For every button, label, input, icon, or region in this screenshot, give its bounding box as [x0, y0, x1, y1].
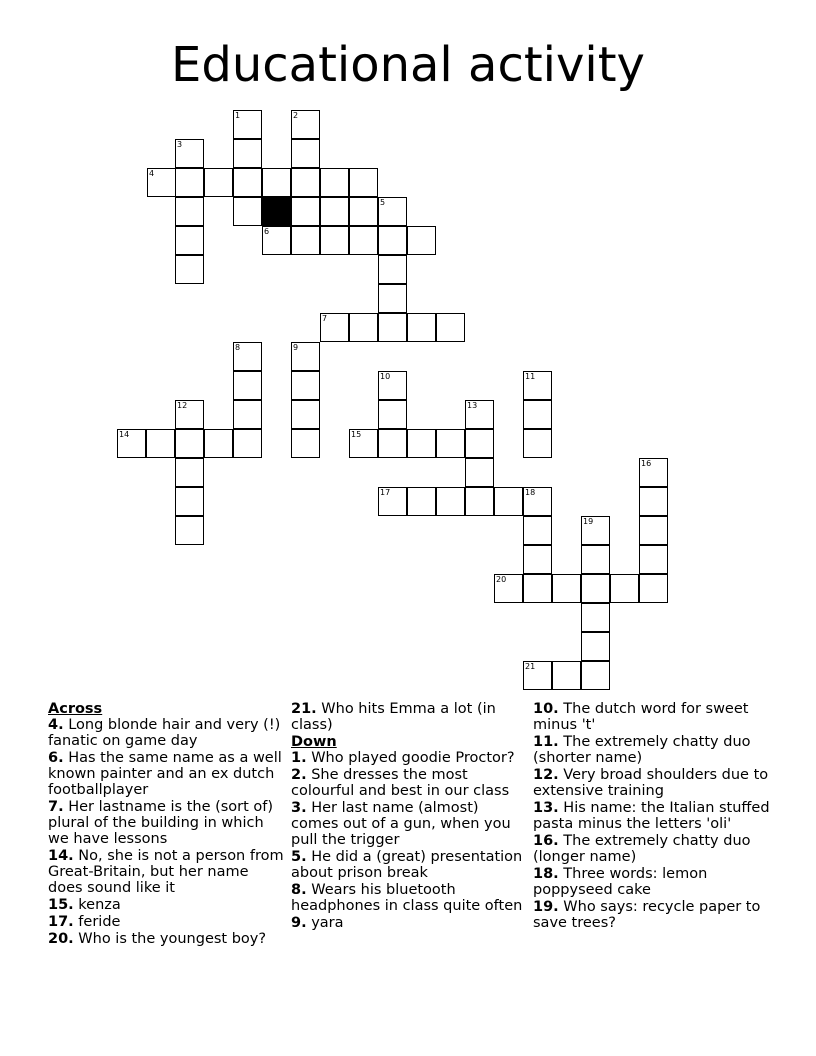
grid-cell[interactable]: [175, 226, 204, 255]
grid-cell[interactable]: [523, 487, 552, 516]
grid-cell[interactable]: [581, 574, 610, 603]
clue-num: 8.: [291, 882, 307, 898]
grid-cell[interactable]: [581, 603, 610, 632]
clue-text: Who hits Emma a lot (in class): [291, 701, 496, 733]
clue-num: 9.: [291, 915, 307, 931]
grid-cell[interactable]: [552, 661, 581, 690]
grid-cell[interactable]: [233, 139, 262, 168]
grid-cell[interactable]: [146, 429, 175, 458]
clue-text: The extremely chatty duo (longer name): [533, 833, 751, 865]
grid-cell[interactable]: [291, 429, 320, 458]
clue-across: [48, 914, 284, 930]
grid-cell[interactable]: [175, 139, 204, 168]
clue-number: 21: [525, 662, 536, 671]
grid-cell[interactable]: [552, 574, 581, 603]
clue-text: kenza: [78, 897, 121, 913]
grid-cell[interactable]: [465, 487, 494, 516]
clue-down: [291, 750, 527, 766]
grid-cell[interactable]: [407, 429, 436, 458]
grid-cell[interactable]: [465, 429, 494, 458]
clue-number: 11: [525, 372, 536, 381]
grid-cell[interactable]: [291, 400, 320, 429]
clue-num: 16.: [533, 833, 559, 849]
clue-text: Who is the youngest boy?: [78, 931, 267, 947]
grid-cell[interactable]: [378, 197, 407, 226]
grid-cell[interactable]: [639, 574, 668, 603]
grid-cell[interactable]: [639, 487, 668, 516]
grid-cell[interactable]: [175, 255, 204, 284]
grid-cell[interactable]: [610, 574, 639, 603]
grid-cell[interactable]: [320, 313, 349, 342]
down-header: Down: [291, 734, 337, 750]
grid-cell[interactable]: [175, 487, 204, 516]
clue-down: [291, 849, 527, 881]
clue-across: [48, 750, 284, 798]
grid-cell[interactable]: [175, 400, 204, 429]
clue-num: 4.: [48, 717, 64, 733]
across-header: Across: [48, 701, 103, 717]
grid-cell[interactable]: [581, 545, 610, 574]
clue-down: [291, 882, 527, 914]
grid-cell[interactable]: [523, 429, 552, 458]
clue-number: 12: [177, 401, 188, 410]
clue-number: 9: [293, 343, 299, 352]
clue-num: 18.: [533, 866, 559, 882]
clue-number: 17: [380, 488, 391, 497]
clue-across: [48, 931, 284, 947]
clue-down: [533, 701, 773, 733]
grid-cell[interactable]: [436, 429, 465, 458]
grid-cell[interactable]: [291, 168, 320, 197]
grid-cell[interactable]: [378, 255, 407, 284]
clue-text: feride: [78, 914, 121, 930]
clue-num: 6.: [48, 750, 64, 766]
grid-cell[interactable]: [320, 168, 349, 197]
clue-num: 10.: [533, 701, 559, 717]
grid-cell[interactable]: [378, 371, 407, 400]
clue-number: 18: [525, 488, 536, 497]
clue-across: [48, 848, 284, 896]
grid-cell[interactable]: [639, 458, 668, 487]
clue-across: [48, 717, 284, 749]
grid-cell[interactable]: [407, 226, 436, 255]
grid-cell[interactable]: [233, 429, 262, 458]
grid-cell[interactable]: [639, 545, 668, 574]
clue-down: [533, 734, 773, 766]
grid-cell[interactable]: [262, 168, 291, 197]
grid-cell[interactable]: [378, 429, 407, 458]
grid-cell[interactable]: [291, 139, 320, 168]
clue-text: The dutch word for sweet minus 't': [533, 701, 749, 733]
grid-cell[interactable]: [262, 226, 291, 255]
clue-text: She dresses the most colourful and best in our class: [291, 767, 510, 799]
grid-cell[interactable]: [233, 197, 262, 226]
clue-text: Who played goodie Proctor?: [311, 750, 515, 766]
clue-number: 15: [351, 430, 362, 439]
clue-num: 3.: [291, 800, 307, 816]
grid-cell[interactable]: [349, 168, 378, 197]
grid-cell[interactable]: [147, 168, 176, 197]
grid-cell[interactable]: [639, 516, 668, 545]
grid-cell[interactable]: [494, 487, 523, 516]
grid-cell[interactable]: [233, 400, 262, 429]
grid-cell[interactable]: [436, 487, 465, 516]
clue-number: 10: [380, 372, 391, 381]
grid-cell[interactable]: [407, 313, 436, 342]
grid-cell[interactable]: [291, 371, 320, 400]
grid-cell[interactable]: [494, 574, 523, 603]
grid-cell[interactable]: [581, 661, 610, 690]
clue-text: Long blonde hair and very (!) fanatic on game day: [48, 717, 281, 749]
clue-text: Her last name (almost) comes out of a gun, when you pull the trigger: [291, 800, 511, 848]
clue-text: yara: [311, 915, 344, 931]
page-title: Educational activity: [171, 37, 645, 93]
clues-column-1: [48, 701, 284, 948]
clue-across: [291, 701, 527, 733]
clue-down: [533, 800, 773, 832]
grid-cell[interactable]: [175, 168, 204, 197]
grid-cell[interactable]: [320, 197, 349, 226]
clue-num: 17.: [48, 914, 74, 930]
clue-text: The extremely chatty duo (shorter name): [533, 734, 751, 766]
clue-num: 20.: [48, 931, 74, 947]
grid-cell[interactable]: [204, 168, 233, 197]
clues-column-3: [533, 701, 773, 932]
grid-cell[interactable]: [465, 458, 494, 487]
black-cell: [262, 197, 291, 226]
grid-cell[interactable]: [436, 313, 465, 342]
grid-cell[interactable]: [117, 429, 146, 458]
grid-cell[interactable]: [378, 313, 407, 342]
clue-number: 19: [583, 517, 594, 526]
clue-number: 8: [235, 343, 241, 352]
grid-cell[interactable]: [349, 429, 378, 458]
grid-cell[interactable]: [175, 458, 204, 487]
clue-number: 1: [235, 111, 241, 120]
clue-num: 13.: [533, 800, 559, 816]
clue-num: 2.: [291, 767, 307, 783]
clue-down: [533, 899, 773, 931]
clue-num: 5.: [291, 849, 307, 865]
grid-cell[interactable]: [378, 400, 407, 429]
grid-cell[interactable]: [349, 197, 378, 226]
grid-cell[interactable]: [233, 342, 262, 371]
grid-cell[interactable]: [291, 110, 320, 139]
clues-column-2: [291, 701, 527, 932]
clue-down: [533, 866, 773, 898]
grid-cell[interactable]: [349, 226, 378, 255]
clue-num: 19.: [533, 899, 559, 915]
clue-number: 13: [467, 401, 478, 410]
clue-number: 14: [119, 430, 130, 439]
clue-text: Has the same name as a well known painter and an ex dutch footballplayer: [48, 750, 282, 798]
clue-num: 12.: [533, 767, 559, 783]
grid-cell[interactable]: [175, 429, 204, 458]
clue-down: [291, 800, 527, 848]
clue-across: [48, 897, 284, 913]
grid-cell[interactable]: [349, 313, 378, 342]
clue-num: 7.: [48, 799, 64, 815]
clue-number: 4: [149, 169, 155, 178]
grid-cell[interactable]: [291, 342, 320, 371]
grid-cell[interactable]: [175, 516, 204, 545]
clue-num: 21.: [291, 701, 317, 717]
clue-text: Very broad shoulders due to extensive training: [533, 767, 769, 799]
grid-cell[interactable]: [523, 516, 552, 545]
clue-number: 2: [293, 111, 299, 120]
clue-down: [291, 915, 527, 931]
clue-num: 1.: [291, 750, 307, 766]
grid-cell[interactable]: [465, 400, 494, 429]
clue-text: No, she is not a person from Great-Britain, but her name does sound like it: [48, 848, 284, 896]
clue-number: 20: [496, 575, 507, 584]
clue-down: [291, 767, 527, 799]
clue-down: [533, 767, 773, 799]
grid-cell[interactable]: [523, 400, 552, 429]
clue-text: Three words: lemon poppyseed cake: [533, 866, 708, 898]
clue-num: 15.: [48, 897, 74, 913]
grid-cell[interactable]: [378, 487, 407, 516]
clue-text: He did a (great) presentation about prison break: [291, 849, 523, 881]
grid-cell[interactable]: [291, 226, 320, 255]
clue-number: 5: [380, 198, 386, 207]
grid-cell[interactable]: [233, 371, 262, 400]
clue-text: His name: the Italian stuffed pasta minus the letters 'oli': [533, 800, 770, 832]
clue-number: 16: [641, 459, 652, 468]
grid-cell[interactable]: [523, 661, 552, 690]
grid-cell[interactable]: [378, 226, 407, 255]
grid-cell[interactable]: [233, 110, 262, 139]
clue-text: Her lastname is the (sort of) plural of the building in which we have lessons: [48, 799, 274, 847]
clue-down: [533, 833, 773, 865]
clue-number: 7: [322, 314, 328, 323]
clue-number: 3: [177, 140, 183, 149]
grid-cell[interactable]: [523, 574, 552, 603]
grid-cell[interactable]: [523, 545, 552, 574]
grid-cell[interactable]: [407, 487, 436, 516]
clue-number: 6: [264, 227, 270, 236]
clue-num: 14.: [48, 848, 74, 864]
clue-text: Who says: recycle paper to save trees?: [533, 899, 761, 931]
grid-cell[interactable]: [320, 226, 349, 255]
clue-num: 11.: [533, 734, 559, 750]
grid-cell[interactable]: [291, 197, 320, 226]
grid-cell[interactable]: [204, 429, 233, 458]
clue-text: Wears his bluetooth headphones in class quite often: [291, 882, 523, 914]
clue-across: [48, 799, 284, 847]
grid-cell[interactable]: [581, 516, 610, 545]
grid-cell[interactable]: [581, 632, 610, 661]
grid-cell[interactable]: [378, 284, 407, 313]
grid-cell[interactable]: [175, 197, 204, 226]
grid-cell[interactable]: [523, 371, 552, 400]
grid-cell[interactable]: [233, 168, 262, 197]
